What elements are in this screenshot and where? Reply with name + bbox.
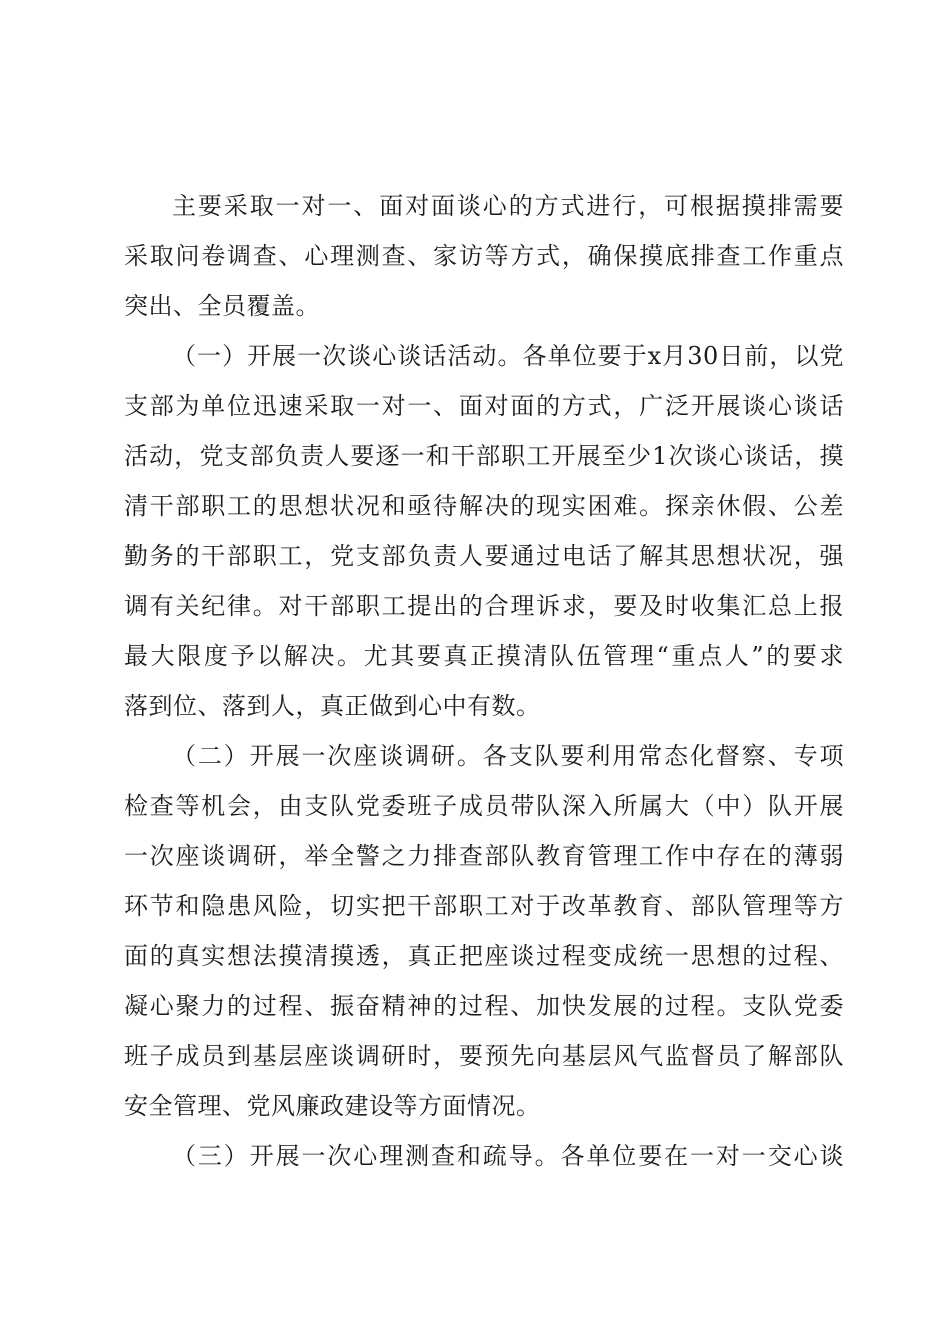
section-1-line-8: 落到位、落到人，真正做到心中有数。 xyxy=(124,692,541,720)
section-2-line-7: 班子成员到基层座谈调研时，要预先向基层风气监督员了解部队 xyxy=(124,1042,844,1070)
section-2-line-1: （二）开展一次座谈调研。各支队要利用常态化督察、专项 xyxy=(172,742,844,770)
section-1-line-3: 活动，党支部负责人要逐一和干部职工开展至少1次谈心谈话，摸 xyxy=(124,442,844,470)
section-2-line-5: 面的真实想法摸清摸透，真正把座谈过程变成统一思想的过程、 xyxy=(124,942,844,970)
paragraph-intro-line-2: 采取问卷调查、心理测查、家访等方式，确保摸底排查工作重点 xyxy=(124,242,844,270)
section-2-line-6: 凝心聚力的过程、振奋精神的过程、加快发展的过程。支队党委 xyxy=(124,992,844,1020)
section-1-line-4: 清干部职工的思想状况和亟待解决的现实困难。探亲休假、公差 xyxy=(124,492,844,520)
section-1-line-7: 最大限度予以解决。尤其要真正摸清队伍管理“重点人”的要求 xyxy=(124,642,844,670)
section-2-line-2: 检查等机会，由支队党委班子成员带队深入所属大（中）队开展 xyxy=(124,792,844,820)
section-1-line-1: （一）开展一次谈心谈话活动。各单位要于x月30日前，以党 xyxy=(172,342,844,370)
section-2-line-4: 环节和隐患风险，切实把干部职工对于改革教育、部队管理等方 xyxy=(124,892,844,920)
section-1-line-5: 勤务的干部职工，党支部负责人要通过电话了解其思想状况，强 xyxy=(124,542,844,570)
paragraph-intro-line-1: 主要采取一对一、面对面谈心的方式进行，可根据摸排需要 xyxy=(172,192,844,220)
section-3-line-1: （三）开展一次心理测查和疏导。各单位要在一对一交心谈 xyxy=(172,1142,844,1170)
section-1-line-6: 调有关纪律。对干部职工提出的合理诉求，要及时收集汇总上报 xyxy=(124,592,844,620)
section-2-line-3: 一次座谈调研，举全警之力排查部队教育管理工作中存在的薄弱 xyxy=(124,842,844,870)
section-2-line-8: 安全管理、党风廉政建设等方面情况。 xyxy=(124,1092,541,1120)
paragraph-intro-line-3: 突出、全员覆盖。 xyxy=(124,292,320,320)
section-1-line-2: 支部为单位迅速采取一对一、面对面的方式，广泛开展谈心谈话 xyxy=(124,392,844,420)
